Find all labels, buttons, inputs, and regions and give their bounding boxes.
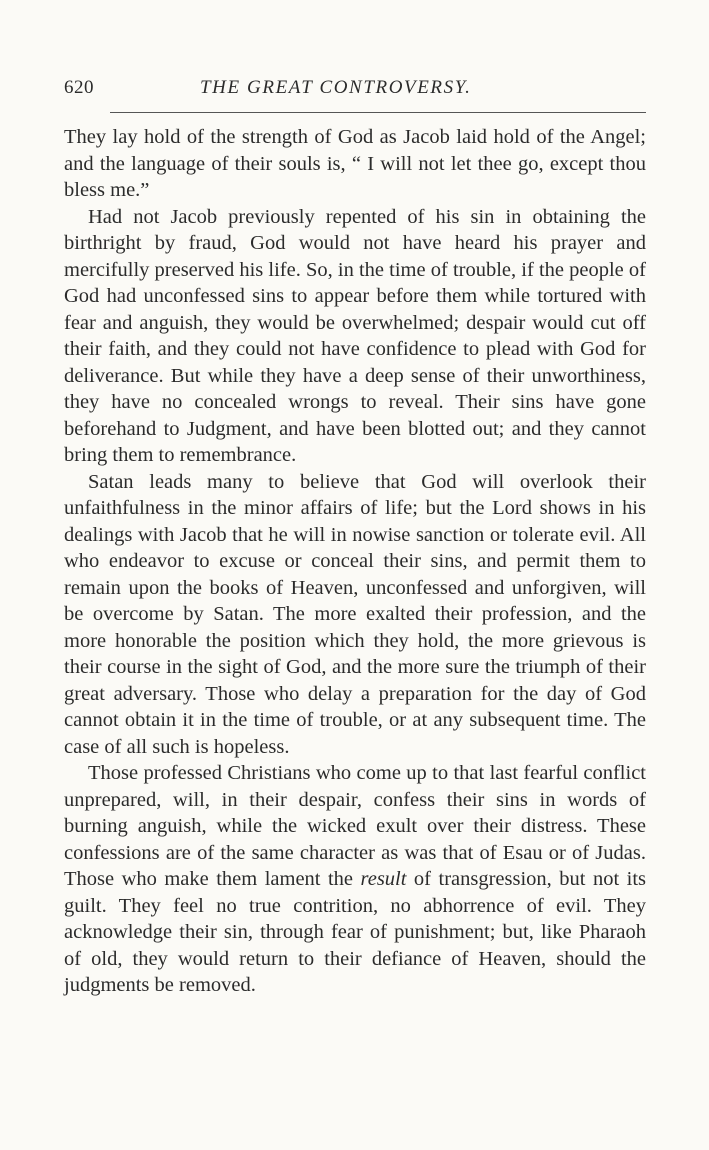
paragraph-4 (64, 760, 646, 999)
body-text (64, 124, 646, 999)
paragraph-4-before: Those professed Christians who come up to that last fearful conflict unprepared, will, in their despair, confess their sins in words of burning anguish, while the wicked exult over their distress. These confessions are of the same character as was that of Esau or of Judas. Those who make them lament the (64, 762, 646, 890)
header-rule (110, 112, 646, 113)
paragraph-2: Had not Jacob previously repented of his sin in obtaining the birthright by fraud, God would not have heard his prayer and mercifully preserved his life. So, in the time of trouble, if the people of God had unconfessed sins to appear before them while tortured with fear and anguish, they would be overwhelmed; despair would cut off their faith, and they could not have confidence to plead with God for deliverance. But while they have a deep sense of their unworthiness, they have no concealed wrongs to reveal. Their sins have gone beforehand to Judgment, and have been blotted out; and they cannot bring them to remembrance. (64, 205, 646, 466)
paragraph-4-after: of transgression, but not its guilt. They feel no true contrition, no abhorrence of evil. They acknowledge their sin, through fear of punishment; but, like Pharaoh of old, they would return to their defiance of Heaven, should the judgments be removed. (64, 868, 646, 996)
running-title: THE GREAT CONTROVERSY. (200, 77, 472, 98)
paragraph-4-emphasis: result (360, 868, 407, 890)
page-number: 620 (64, 77, 94, 98)
paragraph-1: They lay hold of the strength of God as Jacob laid hold of the Angel; and the language of their souls is, “ I will not let thee go, except thou bless me.” (64, 126, 646, 201)
paragraph-3: Satan leads many to believe that God will overlook their unfaithfulness in the minor affairs of life; but the Lord shows in his dealings with Jacob that he will in nowise sanction or tolerate evil. All who endeavor to excuse or conceal their sins, and permit them to remain upon the books of Heaven, unconfessed and unforgiven, will be overcome by Satan. The more exalted their profession, and the more honorable the position which they hold, the more grievous is their course in the sight of God, and the more sure the triumph of their great adversary. Those who delay a preparation for the day of God cannot obtain it in the time of trouble, or at any subsequent time. The case of all such is hopeless. (64, 470, 646, 758)
